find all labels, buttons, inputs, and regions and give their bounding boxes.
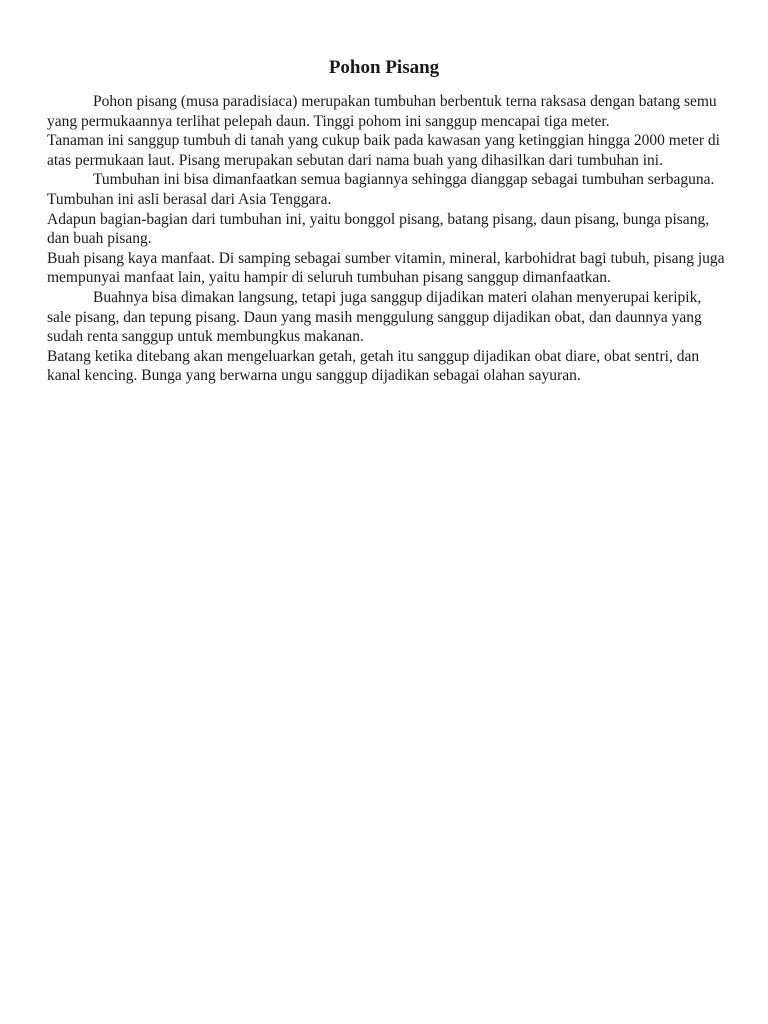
paragraph-6: Buahnya bisa dimakan langsung, tetapi juga sanggup dijadikan materi olahan menyerupai keripik, sale pisang, dan tepung pisang. Daun yang masih menggulung sanggup dijadikan obat, dan daunnya yang sudah renta sanggup untuk membungkus makanan. xyxy=(47,288,702,346)
document-title: Pohon Pisang xyxy=(328,57,440,78)
paragraph-4: Adapun bagian-bagian dari tumbuhan ini, yaitu bonggol pisang, batang pisang, daun pisang, bunga pisang, dan buah pisang. xyxy=(47,210,710,248)
paragraph-5: Buah pisang kaya manfaat. Di samping sebagai sumber vitamin, mineral, karbohidrat bagi tubuh, pisang juga mempunyai manfaat lain, yaitu hampir di seluruh tumbuhan pisang sanggup dimanfaatkan. xyxy=(47,249,725,287)
document-body xyxy=(47,92,727,386)
paragraph-2: Tanaman ini sanggup tumbuh di tanah yang cukup baik pada kawasan yang ketinggian hingga 2000 meter di atas permukaan laut. Pisang merupakan sebutan dari nama buah yang dihasilkan dari tumbuhan ini. xyxy=(47,132,720,169)
paragraph-3: Tumbuhan ini bisa dimanfaatkan semua bagiannya sehingga dianggap sebagai tumbuhan serbaguna. Tumbuhan ini asli berasal dari Asia Tenggara. xyxy=(47,171,715,208)
paragraph-1: Pohon pisang (musa paradisiaca) merupakan tumbuhan berbentuk terna raksasa dengan batang semu yang permukaannya terlihat pelepah daun. Tinggi pohom ini sanggup mencapai tiga meter. xyxy=(47,93,717,130)
paragraph-7: Batang ketika ditebang akan mengeluarkan getah, getah itu sanggup dijadikan obat diare, obat sentri, dan kanal kencing. Bunga yang berwarna ungu sanggup dijadikan sebagai olahan sayuran. xyxy=(47,347,700,385)
